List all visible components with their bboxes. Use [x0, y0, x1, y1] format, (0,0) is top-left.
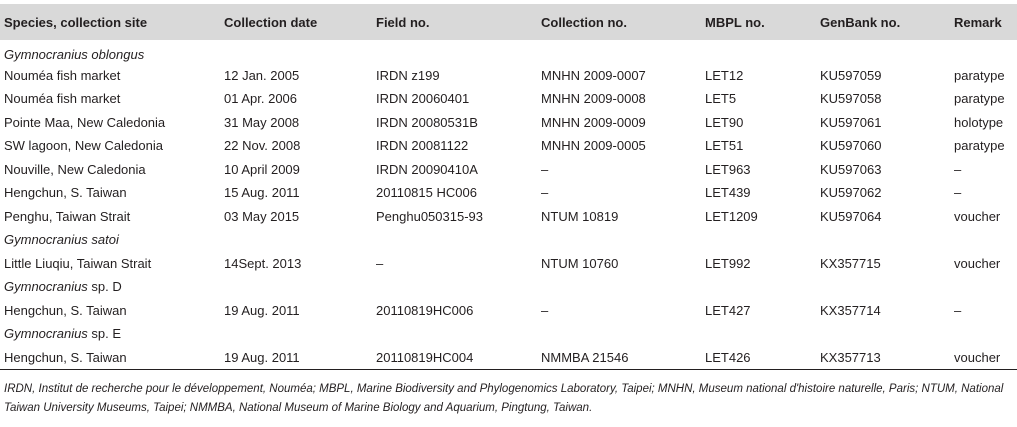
table-row: [0, 205, 1017, 229]
table-footnote: IRDN, Institut de recherche pour le développement, Nouméa; MBPL, Marine Biodiversity and Phylogenomics Laboratory, Taipei; MNHN, Museum national d'histoire naturelle, Paris; NTUM, National Taiwan University Museums, Taipei; NMMBA, National Museum of Marine Biology and Aquarium, Pingtung, Taiwan.: [4, 382, 1004, 414]
cell-collection-no: NTUM 10819: [541, 208, 619, 224]
cell-mbpl-no: LET5: [705, 91, 737, 107]
header-collection-no: Collection no.: [541, 14, 627, 30]
cell-collection-site: SW lagoon, New Caledonia: [4, 138, 163, 154]
cell-collection-no: MNHN 2009-0007: [541, 67, 646, 83]
cell-collection-site: Nouméa fish market: [4, 91, 121, 107]
species-name: [0, 228, 1017, 252]
cell-mbpl-no: LET12: [705, 67, 744, 83]
table-header: [0, 4, 1017, 40]
table-row: [0, 252, 1017, 276]
cell-collection-date: 19 Aug. 2011: [220, 346, 372, 370]
cell-remark: –: [954, 161, 962, 177]
cell-collection-date: 19 Aug. 2011: [224, 302, 300, 318]
table-row: [0, 134, 1017, 158]
table-row: [0, 181, 1017, 205]
cell-genbank-no: KX357714: [820, 302, 881, 318]
cell-collection-site: Nouville, New Caledonia: [4, 161, 146, 177]
cell-collection-site: Pointe Maa, New Caledonia: [4, 114, 166, 130]
cell-genbank-no: KU597060: [820, 138, 882, 154]
cell-collection-no: –: [541, 302, 549, 318]
cell-field-no: IRDN 20081122: [376, 138, 469, 154]
cell-collection-no: –: [541, 185, 549, 201]
cell-collection-no: NMMBA 21546: [537, 346, 701, 370]
cell-remark: –: [954, 185, 962, 201]
cell-collection-date: 14Sept. 2013: [224, 255, 302, 271]
header-genbank-no: GenBank no.: [820, 14, 901, 30]
header-collection-date: Collection date: [224, 14, 318, 30]
species-name: [0, 275, 1017, 299]
cell-collection-site: Penghu, Taiwan Strait: [4, 208, 131, 224]
cell-collection-no: NTUM 10760: [541, 255, 619, 271]
cell-genbank-no: KU597064: [820, 208, 882, 224]
cell-collection-site: Hengchun, S. Taiwan: [4, 302, 127, 318]
cell-field-no: –: [376, 255, 384, 271]
cell-genbank-no: KX357713: [816, 346, 950, 370]
cell-mbpl-no: LET963: [705, 161, 751, 177]
cell-remark: paratype: [954, 67, 1005, 83]
species-suffix: sp. D: [87, 279, 122, 295]
cell-collection-date: 15 Aug. 2011: [224, 185, 300, 201]
table-body: [0, 40, 1017, 369]
cell-field-no: 20110819HC004: [372, 346, 537, 370]
cell-genbank-no: KU597062: [820, 185, 882, 201]
cell-genbank-no: KU597063: [820, 161, 882, 177]
cell-field-no: 20110819HC006: [376, 302, 474, 318]
cell-genbank-no: KX357715: [820, 255, 881, 271]
cell-collection-site: Hengchun, S. Taiwan: [4, 185, 127, 201]
cell-collection-date: 22 Nov. 2008: [224, 138, 301, 154]
cell-remark: voucher: [950, 346, 1017, 370]
cell-mbpl-no: LET51: [705, 138, 744, 154]
cell-collection-no: MNHN 2009-0005: [541, 138, 646, 154]
cell-collection-date: 10 April 2009: [224, 161, 300, 177]
cell-genbank-no: KU597058: [820, 91, 882, 107]
cell-collection-date: 01 Apr. 2006: [224, 91, 298, 107]
species-genus: Gymnocranius: [4, 326, 88, 342]
cell-field-no: IRDN z199: [376, 67, 440, 83]
table-row: [0, 111, 1017, 135]
cell-collection-date: 03 May 2015: [224, 208, 300, 224]
cell-collection-no: MNHN 2009-0009: [541, 114, 646, 130]
cell-remark: holotype: [954, 114, 1004, 130]
header-remark: Remark: [954, 14, 1002, 30]
header-species-site: Species, collection site: [4, 14, 148, 30]
cell-mbpl-no: LET427: [705, 302, 751, 318]
cell-collection-site: Nouméa fish market: [4, 67, 121, 83]
cell-mbpl-no: LET1209: [705, 208, 758, 224]
table-row: [0, 64, 1017, 88]
cell-field-no: Penghu050315-93: [376, 208, 483, 224]
cell-collection-no: MNHN 2009-0008: [541, 91, 646, 107]
species-group-row: [0, 322, 1017, 346]
cell-field-no: 20110815 HC006: [376, 185, 477, 201]
species-name: [0, 40, 1017, 64]
cell-collection-date: 12 Jan. 2005: [224, 67, 300, 83]
species-name: [0, 322, 1017, 346]
species-group-row: [0, 228, 1017, 252]
cell-remark: voucher: [954, 255, 1001, 271]
cell-mbpl-no: LET992: [705, 255, 751, 271]
cell-collection-date: 31 May 2008: [224, 114, 300, 130]
species-group-row: [0, 275, 1017, 299]
table-row: [0, 346, 1017, 370]
cell-field-no: IRDN 20090410A: [376, 161, 478, 177]
cell-collection-no: –: [541, 161, 549, 177]
species-group-row: [0, 40, 1017, 64]
cell-mbpl-no: LET90: [705, 114, 744, 130]
cell-collection-site: Little Liuqiu, Taiwan Strait: [4, 255, 152, 271]
table-row: [0, 299, 1017, 323]
cell-remark: –: [954, 302, 962, 318]
cell-genbank-no: KU597061: [820, 114, 882, 130]
species-genus: Gymnocranius satoi: [4, 232, 119, 248]
table-row: [0, 87, 1017, 111]
cell-remark: paratype: [954, 138, 1005, 154]
header-field-no: Field no.: [376, 14, 430, 30]
species-genus: Gymnocranius: [4, 279, 88, 295]
species-genus: Gymnocranius oblongus: [4, 47, 145, 63]
cell-remark: voucher: [954, 208, 1001, 224]
cell-field-no: IRDN 20060401: [376, 91, 470, 107]
header-row: [0, 4, 1017, 40]
header-mbpl-no: MBPL no.: [705, 14, 765, 30]
species-suffix: sp. E: [87, 326, 122, 342]
table-row: [0, 158, 1017, 182]
cell-field-no: IRDN 20080531B: [376, 114, 478, 130]
cell-collection-site: Hengchun, S. Taiwan: [0, 346, 220, 370]
specimen-table: [0, 4, 1017, 370]
cell-mbpl-no: LET439: [705, 185, 751, 201]
cell-mbpl-no: LET426: [701, 346, 816, 370]
cell-genbank-no: KU597059: [820, 67, 882, 83]
cell-remark: paratype: [954, 91, 1005, 107]
